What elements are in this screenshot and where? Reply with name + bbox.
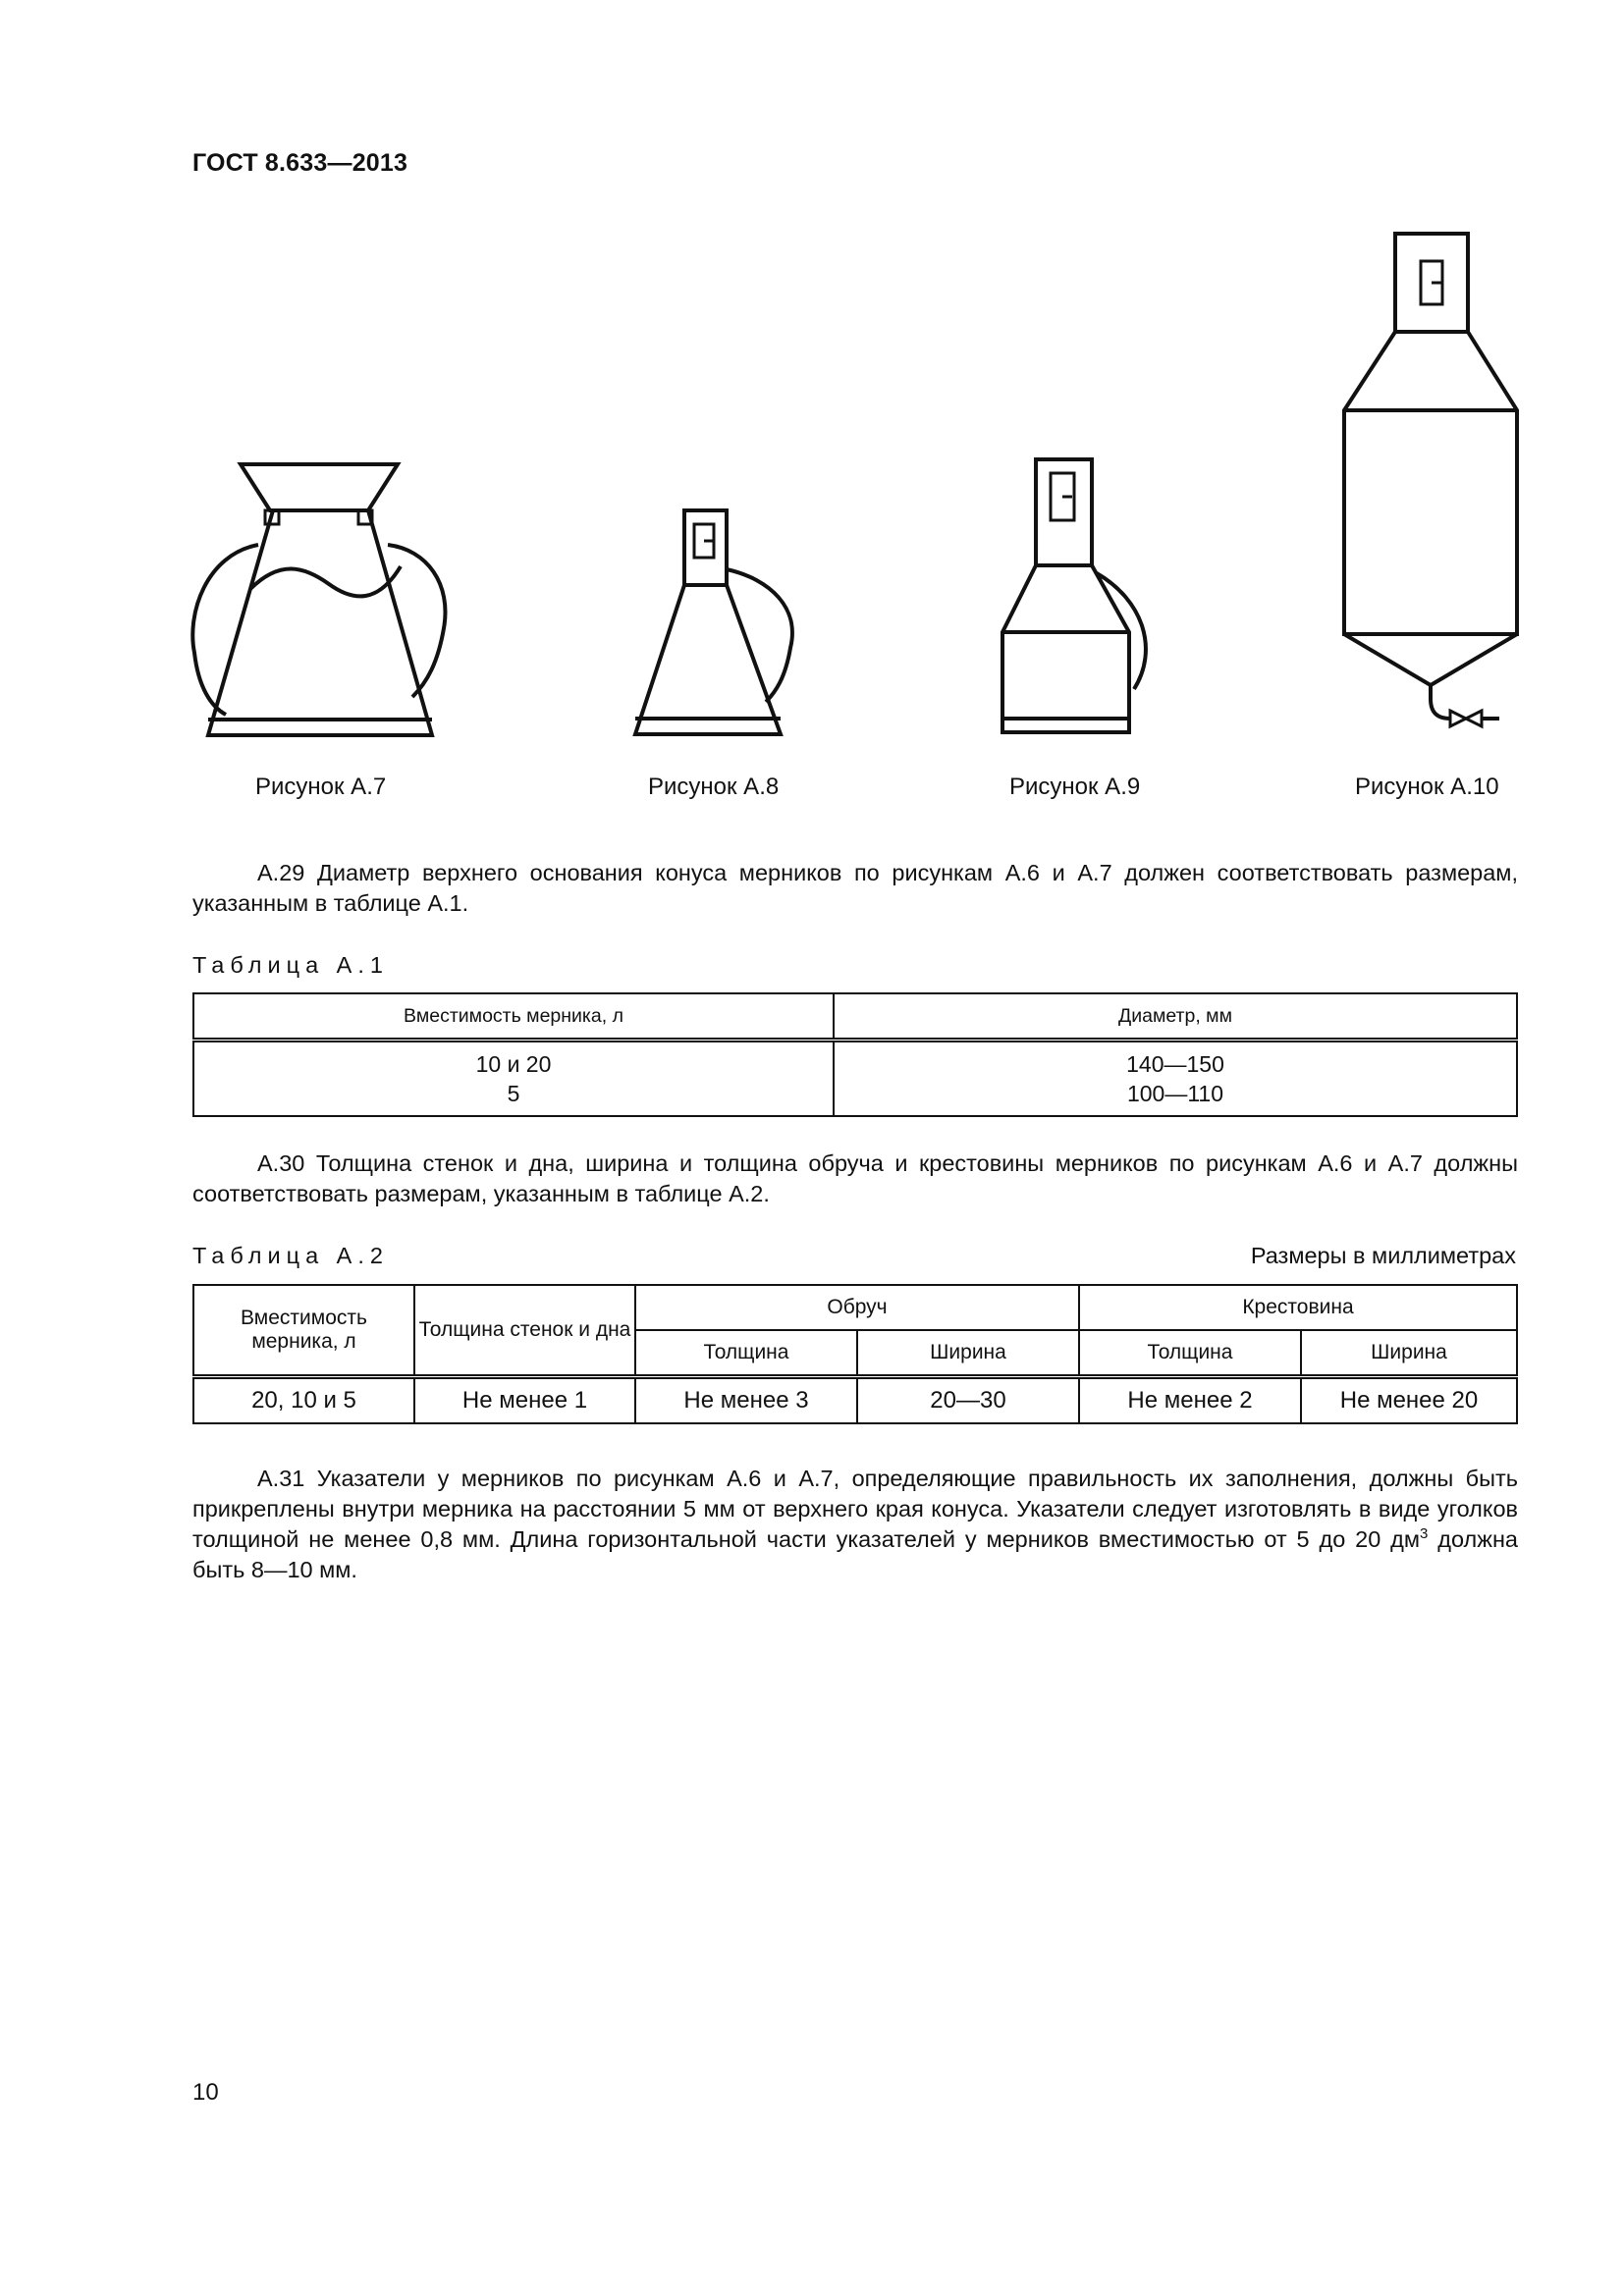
table-a2-header-capacity: Вместимость мерника, л (193, 1285, 414, 1377)
page-number: 10 (192, 2079, 219, 2106)
table-a2 (192, 1284, 1518, 1424)
table-a2-header-hoop-thickness: Толщина (635, 1330, 857, 1377)
figure-a9-drawing (987, 454, 1164, 738)
table-a1-header-diameter: Диаметр, мм (834, 993, 1517, 1041)
document-code: ГОСТ 8.633—2013 (192, 149, 408, 177)
figure-a7-drawing (187, 456, 457, 741)
paragraph-a31-text: А.31 Указатели у мерников по рисункам А.6 и А.7, определяющие правильность их заполнения, должны быть прикреплены внутри мерника на расстоянии 5 мм от верхнего края конуса. Указатели следует изготовлять в виде уголков толщиной не менее 0,8 мм. Длина горизонтальной части указателей у мерников вместимостью от 5 до 20 дм (192, 1466, 1518, 1552)
paragraph-a30: А.30 Толщина стенок и дна, ширина и толщина обруча и крестовины мерников по рисункам А.6 и А.7 должны соответствовать размерам, указанным в таблице А.2. (192, 1150, 1518, 1206)
table-a1 (192, 992, 1518, 1117)
table-a2-header-cross-thickness: Толщина (1079, 1330, 1301, 1377)
figure-a10-caption: Рисунок А.10 (1355, 774, 1499, 800)
figure-a9-caption: Рисунок А.9 (1009, 774, 1141, 800)
table-a2-header-wall: Толщина стенок и дна (414, 1285, 635, 1377)
table-a1-cell: 5 (507, 1081, 520, 1106)
table-a1-header-capacity: Вместимость мерника, л (193, 993, 834, 1041)
table-a1-cell: 100—110 (1126, 1081, 1224, 1106)
table-a1-diameter-cell (834, 1041, 1517, 1117)
figure-a8-drawing (623, 501, 810, 741)
superscript-exponent: 3 (1420, 1525, 1429, 1543)
table-a2-cell: Не менее 2 (1079, 1377, 1301, 1424)
table-a2-header-cross-width: Ширина (1301, 1330, 1517, 1377)
paragraph-a31 (192, 1464, 1518, 1585)
figure-a10-drawing (1330, 228, 1527, 738)
table-a2-cell: Не менее 1 (414, 1377, 635, 1424)
table-a1-cell: 140—150 (1126, 1051, 1224, 1077)
paragraph-a29: А.29 Диаметр верхнего основания конуса мерников по рисункам А.6 и А.7 должен соответствовать размерам, указанным в таблице А.1. (192, 860, 1518, 916)
table-a1-title: Таблица А.1 (192, 952, 389, 978)
table-a2-header-hoop: Обруч (635, 1285, 1079, 1330)
table-a2-cell: 20, 10 и 5 (193, 1377, 414, 1424)
paragraph-a31-text-end: должна быть 8—10 мм. (192, 1526, 1518, 1582)
table-a1-capacity-cell (193, 1041, 834, 1117)
table-a2-cell: 20—30 (857, 1377, 1079, 1424)
table-a2-header-cross: Крестовина (1079, 1285, 1517, 1330)
table-a2-title: Таблица А.2 (192, 1243, 389, 1268)
table-a2-cell: Не менее 20 (1301, 1377, 1517, 1424)
table-a2-cell: Не менее 3 (635, 1377, 857, 1424)
table-a1-cell: 10 и 20 (475, 1051, 552, 1077)
table-a2-units-note: Размеры в миллиметрах (1250, 1243, 1516, 1268)
figure-a7-caption: Рисунок А.7 (255, 774, 387, 800)
table-a2-header-hoop-width: Ширина (857, 1330, 1079, 1377)
figure-a8-caption: Рисунок А.8 (648, 774, 780, 800)
